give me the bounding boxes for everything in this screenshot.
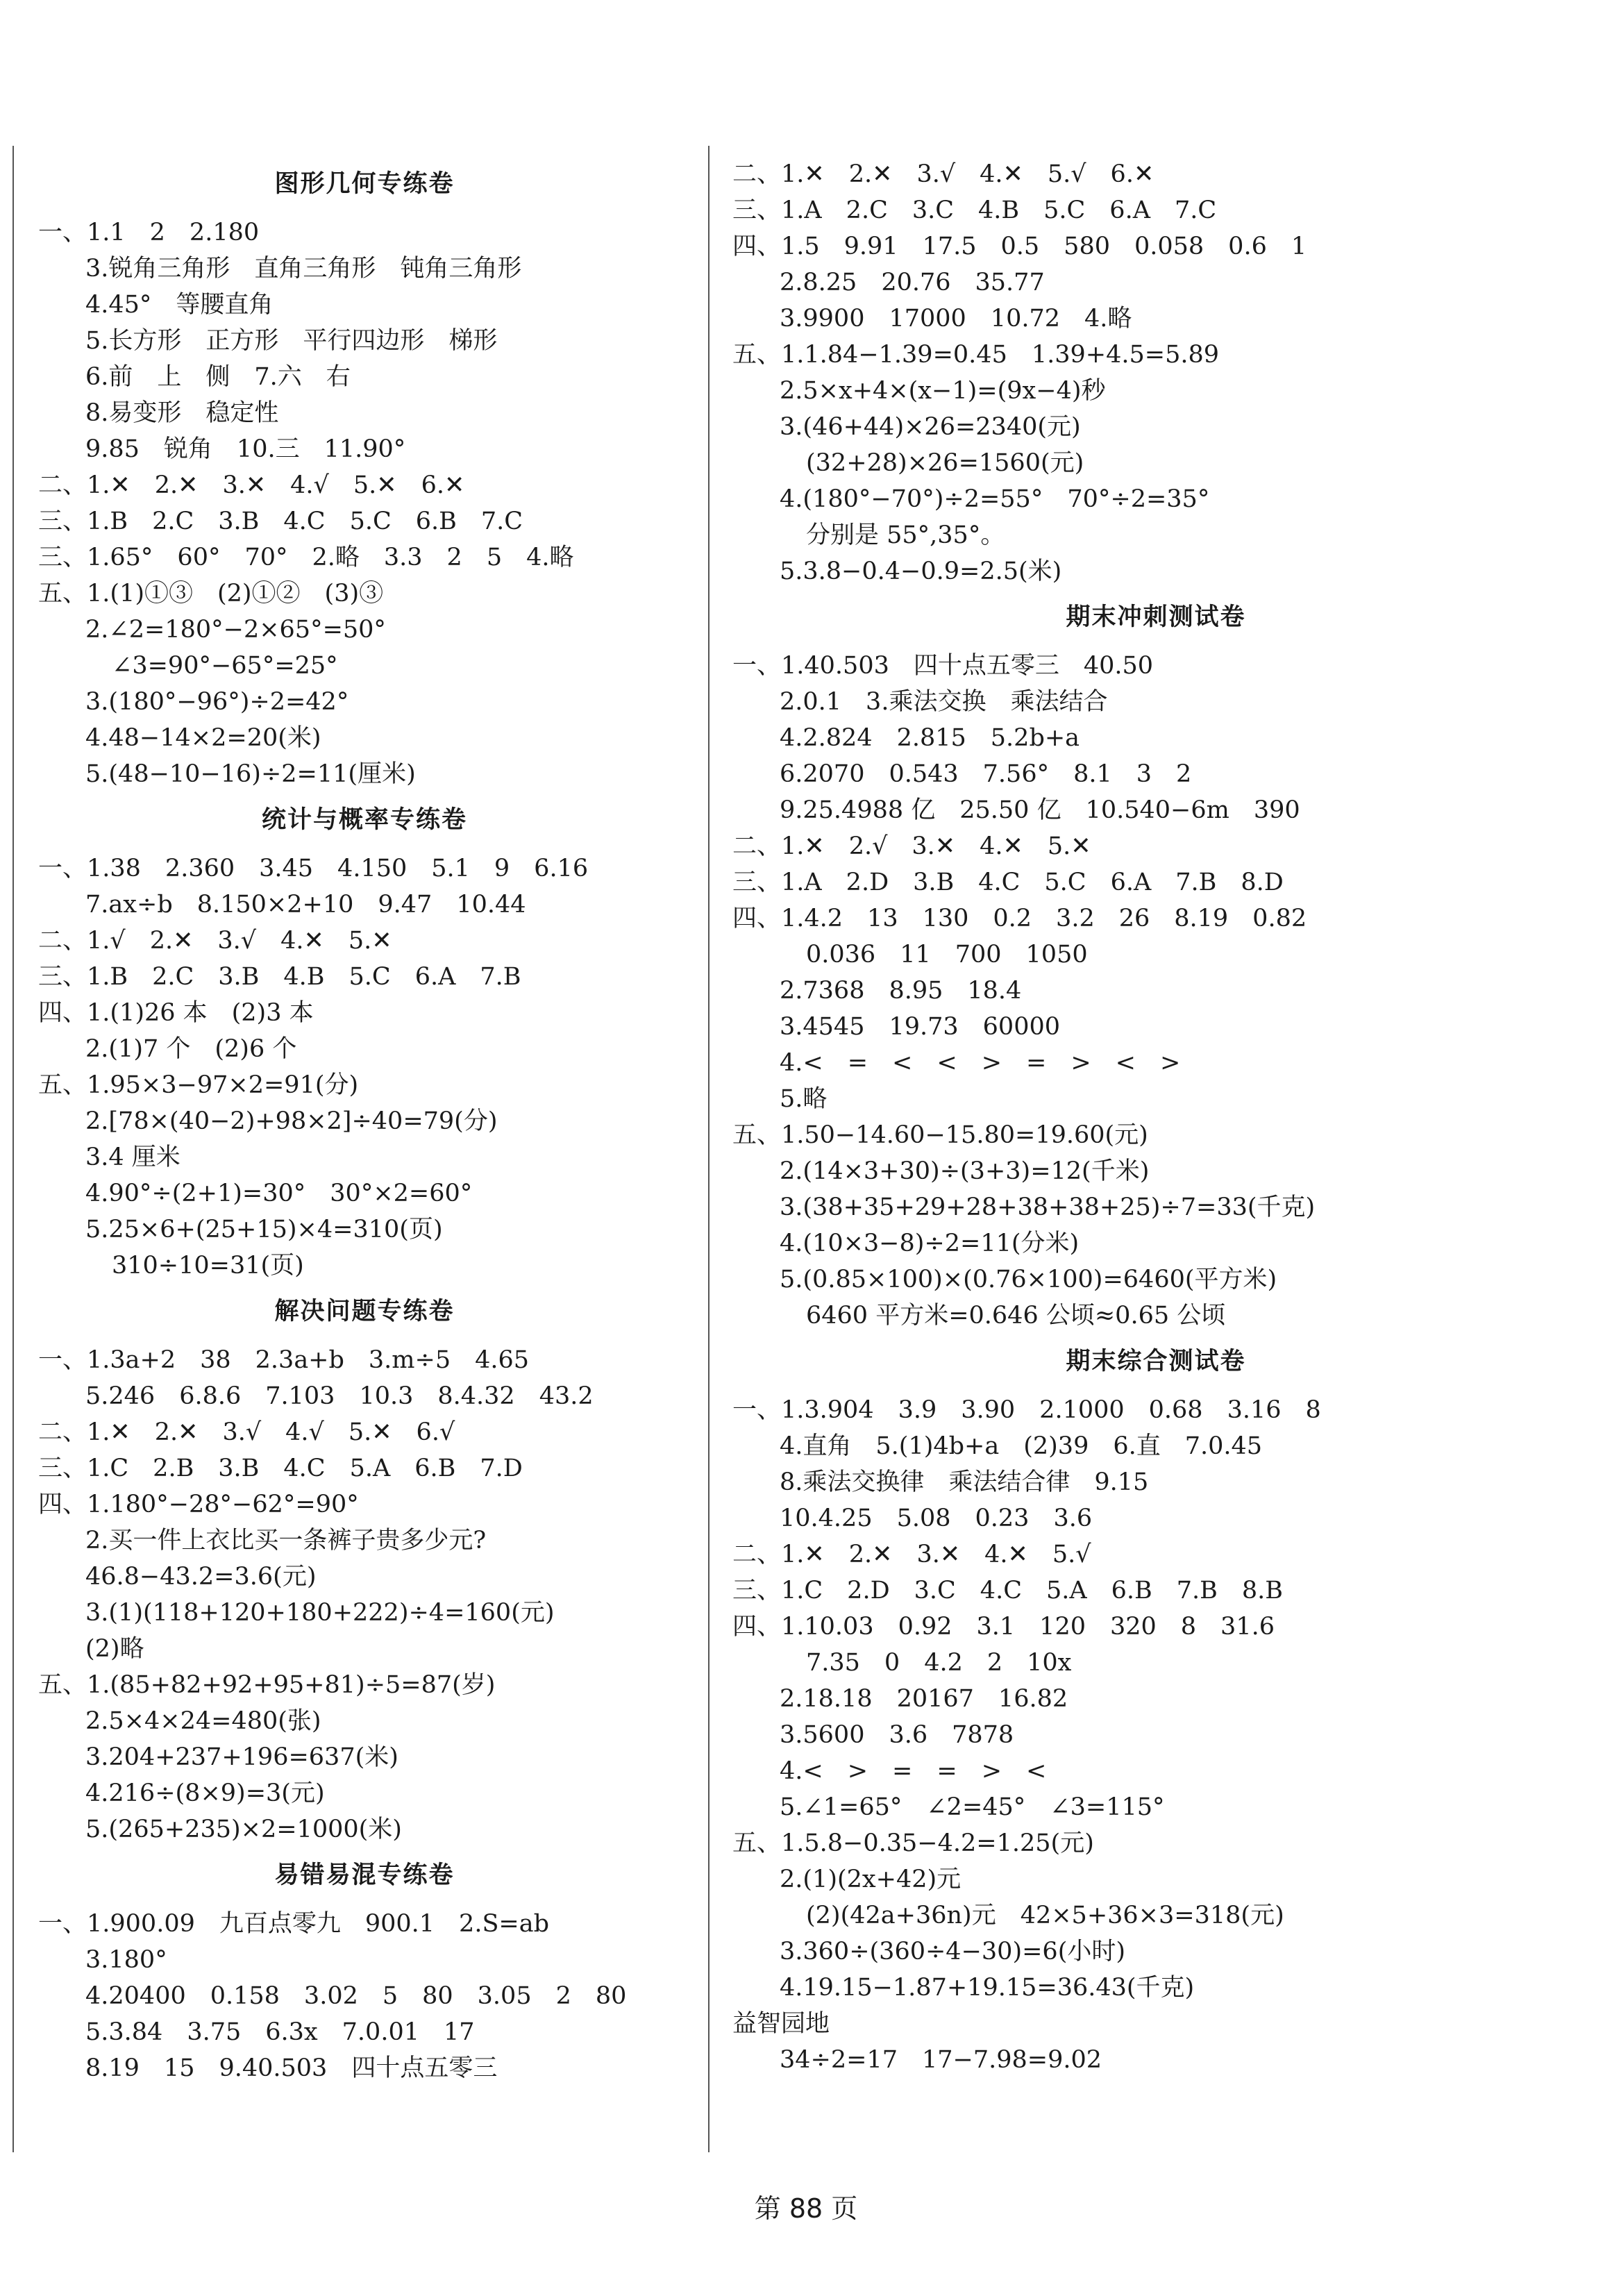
answer-line: 二、1.✕ 2.✕ 3.√ 4.√ 5.✕ 6.√ (38, 1418, 455, 1446)
answer-line: 4.(180°−70°)÷2=55° 70°÷2=35° (780, 485, 1210, 513)
answer-line: 2.0.1 3.乘法交换 乘法结合 (780, 688, 1108, 716)
section-title: 期末冲刺测试卷 (1066, 603, 1246, 631)
left-margin-rule (12, 146, 14, 2152)
answer-line: 9.25.4988 亿 25.50 亿 10.540−6m 390 (780, 796, 1300, 824)
answer-line: 4.< > = = > < (780, 1757, 1047, 1785)
answer-line: 3.(38+35+29+28+38+38+25)÷7=33(千克) (780, 1193, 1316, 1221)
answer-line: 二、1.✕ 2.✕ 3.✕ 4.√ 5.✕ 6.✕ (38, 471, 465, 499)
answer-line: 一、1.38 2.360 3.45 4.150 5.1 9 6.16 (38, 855, 589, 882)
answer-line: 3.180° (85, 1946, 167, 1974)
answer-line: 8.乘法交换律 乘法结合律 9.15 (780, 1468, 1149, 1496)
answer-line: 3.(180°−96°)÷2=42° (85, 688, 349, 716)
left-column (38, 156, 691, 2086)
answer-line: 4.2.824 2.815 5.2b+a (780, 724, 1080, 752)
right-column (732, 156, 1579, 2078)
answer-section (732, 1342, 1579, 2078)
answer-line: 5.∠1=65° ∠2=45° ∠3=115° (780, 1793, 1165, 1821)
answer-line: 6.前 上 侧 7.六 右 (85, 363, 351, 391)
answer-line: 五、1.(1)①③ (2)①② (3)③ (38, 580, 384, 607)
answer-line: 5.略 (780, 1085, 828, 1113)
answer-line: 2.(14×3+30)÷(3+3)=12(千米) (780, 1157, 1150, 1185)
answer-line: 一、1.3.904 3.9 3.90 2.1000 0.68 3.16 8 (732, 1396, 1321, 1424)
answer-section (38, 1856, 691, 2086)
answer-line: 五、1.95×3−97×2=91(分) (38, 1071, 359, 1099)
answer-line: 5.3.84 3.75 6.3x 7.0.01 17 (85, 2018, 475, 2046)
answer-line: 5.25×6+(25+15)×4=310(页) (85, 1216, 443, 1243)
answer-line: 5.(48−10−16)÷2=11(厘米) (85, 760, 416, 788)
answer-line: 三、1.C 2.D 3.C 4.C 5.A 6.B 7.B 8.B (732, 1577, 1283, 1604)
answer-line: (2)略 (85, 1635, 144, 1663)
answer-line: 五、1.5.8−0.35−4.2=1.25(元) (732, 1829, 1094, 1857)
section-title: 解决问题专练卷 (274, 1298, 455, 1325)
answer-line: 2.(1)7 个 (2)6 个 (85, 1035, 297, 1063)
answer-section (38, 1292, 691, 1847)
answer-line: 4.< = < < > = > < > (780, 1049, 1181, 1077)
answer-line: 10.4.25 5.08 0.23 3.6 (780, 1505, 1093, 1532)
answer-line: (2)(42a+36n)元 42×5+36×3=318(元) (806, 1902, 1284, 1929)
answer-line: 3.5600 3.6 7878 (780, 1721, 1014, 1749)
answer-line: 四、1.180°−28°−62°=90° (38, 1491, 359, 1518)
answer-line: 2.[78×(40−2)+98×2]÷40=79(分) (85, 1107, 498, 1135)
answer-section (38, 165, 691, 792)
answer-line: 二、1.✕ 2.✕ 3.✕ 4.✕ 5.√ (732, 1541, 1091, 1568)
answer-line: 2.买一件上衣比买一条裤子贵多少元? (85, 1527, 487, 1555)
answer-line: 3.4545 19.73 60000 (780, 1013, 1061, 1041)
answer-line: 4.48−14×2=20(米) (85, 724, 321, 752)
answer-line: 8.19 15 9.40.503 四十点五零三 (85, 2054, 498, 2082)
answer-line: 4.19.15−1.87+19.15=36.43(千克) (780, 1974, 1195, 2002)
answer-line: 5.3.8−0.4−0.9=2.5(米) (780, 558, 1062, 585)
answer-line: 三、1.A 2.C 3.C 4.B 5.C 6.A 7.C (732, 196, 1217, 224)
answer-line: 益智园地 (732, 2010, 830, 2038)
answer-line: 三、1.65° 60° 70° 2.略 3.3 2 5 4.略 (38, 544, 574, 571)
answer-line: 一、1.1 2 2.180 (38, 219, 260, 246)
answer-line: 3.(1)(118+120+180+222)÷4=160(元) (85, 1599, 555, 1627)
answer-line: ∠3=90°−65°=25° (112, 652, 338, 680)
answer-line: 2.5×x+4×(x−1)=(9x−4)秒 (780, 377, 1106, 405)
answer-line: 2.5×4×24=480(张) (85, 1707, 321, 1735)
answer-line: 三、1.A 2.D 3.B 4.C 5.C 6.A 7.B 8.D (732, 869, 1284, 896)
answer-line: 2.(1)(2x+42)元 (780, 1866, 962, 1893)
answer-line: 三、1.C 2.B 3.B 4.C 5.A 6.B 7.D (38, 1455, 523, 1482)
answer-line: 四、1.(1)26 本 (2)3 本 (38, 999, 314, 1027)
answer-line: 5.(0.85×100)×(0.76×100)=6460(平方米) (780, 1266, 1277, 1293)
answer-line: 五、1.1.84−1.39=0.45 1.39+4.5=5.89 (732, 341, 1220, 369)
answer-line: 4.216÷(8×9)=3(元) (85, 1779, 325, 1807)
answer-line: 四、1.5 9.91 17.5 0.5 580 0.058 0.6 1 (732, 233, 1307, 260)
answer-line: 4.20400 0.158 3.02 5 80 3.05 2 80 (85, 1982, 627, 2010)
answer-line: 34÷2=17 17−7.98=9.02 (780, 2046, 1102, 2074)
answer-line: 三、1.B 2.C 3.B 4.B 5.C 6.A 7.B (38, 963, 521, 991)
answer-line: 4.(10×3−8)÷2=11(分米) (780, 1230, 1080, 1257)
answer-line: 四、1.4.2 13 130 0.2 3.2 26 8.19 0.82 (732, 905, 1307, 932)
column-divider (708, 146, 710, 2152)
answer-line: 3.锐角三角形 直角三角形 钝角三角形 (85, 255, 522, 283)
answer-line: 6.2070 0.543 7.56° 8.1 3 2 (780, 760, 1192, 788)
answer-line: 9.85 锐角 10.三 11.90° (85, 435, 406, 463)
answer-line: 2.18.18 20167 16.82 (780, 1685, 1068, 1713)
answer-line: 五、1.50−14.60−15.80=19.60(元) (732, 1121, 1148, 1149)
answer-line: 4.90°÷(2+1)=30° 30°×2=60° (85, 1180, 473, 1207)
section-title: 图形几何专练卷 (274, 170, 455, 198)
section-title: 统计与概率专练卷 (261, 806, 467, 834)
answer-line: 5.长方形 正方形 平行四边形 梯形 (85, 327, 498, 355)
answer-line: 8.易变形 稳定性 (85, 399, 279, 427)
answer-line: 2.∠2=180°−2×65°=50° (85, 616, 386, 644)
answer-line: 3.4 厘米 (85, 1143, 180, 1171)
answer-line: 三、1.B 2.C 3.B 4.C 5.C 6.B 7.C (38, 508, 523, 535)
answer-line: 4.直角 5.(1)4b+a (2)39 6.直 7.0.45 (780, 1432, 1263, 1460)
answer-section (38, 801, 691, 1284)
answer-section (732, 598, 1579, 1334)
answer-line: 2.7368 8.95 18.4 (780, 977, 1022, 1005)
section-title: 易错易混专练卷 (274, 1861, 455, 1889)
answer-line: 二、1.✕ 2.✕ 3.√ 4.✕ 5.√ 6.✕ (732, 160, 1155, 188)
answer-line: 5.246 6.8.6 7.103 10.3 8.4.32 43.2 (85, 1382, 594, 1410)
answer-line: 3.204+237+196=637(米) (85, 1743, 398, 1771)
section-title: 期末综合测试卷 (1066, 1348, 1246, 1375)
page-number: 第 88 页 (754, 2193, 858, 2224)
answer-line: 46.8−43.2=3.6(元) (85, 1563, 317, 1591)
answer-line: 二、1.✕ 2.√ 3.✕ 4.✕ 5.✕ (732, 832, 1091, 860)
answer-line: (32+28)×26=1560(元) (806, 449, 1084, 477)
answer-line: 3.9900 17000 10.72 4.略 (780, 305, 1132, 333)
answer-line: 3.(46+44)×26=2340(元) (780, 413, 1081, 441)
answer-line: 3.360÷(360÷4−30)=6(小时) (780, 1938, 1125, 1966)
answer-line: 一、1.40.503 四十点五零三 40.50 (732, 652, 1154, 680)
answer-line: 四、1.10.03 0.92 3.1 120 320 8 31.6 (732, 1613, 1275, 1641)
answer-line: 5.(265+235)×2=1000(米) (85, 1816, 402, 1843)
answer-line: 0.036 11 700 1050 (806, 941, 1088, 969)
answer-line: 二、1.√ 2.✕ 3.√ 4.✕ 5.✕ (38, 927, 392, 955)
answer-line: 4.45° 等腰直角 (85, 291, 274, 319)
answer-line: 310÷10=31(页) (112, 1252, 304, 1280)
answer-line: 6460 平方米=0.646 公顷≈0.65 公顷 (806, 1302, 1226, 1330)
answer-line: 7.ax÷b 8.150×2+10 9.47 10.44 (85, 891, 526, 919)
answer-line: 分别是 55°,35°。 (806, 521, 1005, 549)
answer-line: 2.8.25 20.76 35.77 (780, 269, 1045, 296)
answer-line: 五、1.(85+82+92+95+81)÷5=87(岁) (38, 1671, 496, 1699)
answer-line: 7.35 0 4.2 2 10x (806, 1649, 1072, 1677)
answer-line: 一、1.3a+2 38 2.3a+b 3.m÷5 4.65 (38, 1346, 530, 1374)
answer-line: 一、1.900.09 九百点零九 900.1 2.S=ab (38, 1910, 550, 1938)
answer-section (732, 156, 1579, 589)
